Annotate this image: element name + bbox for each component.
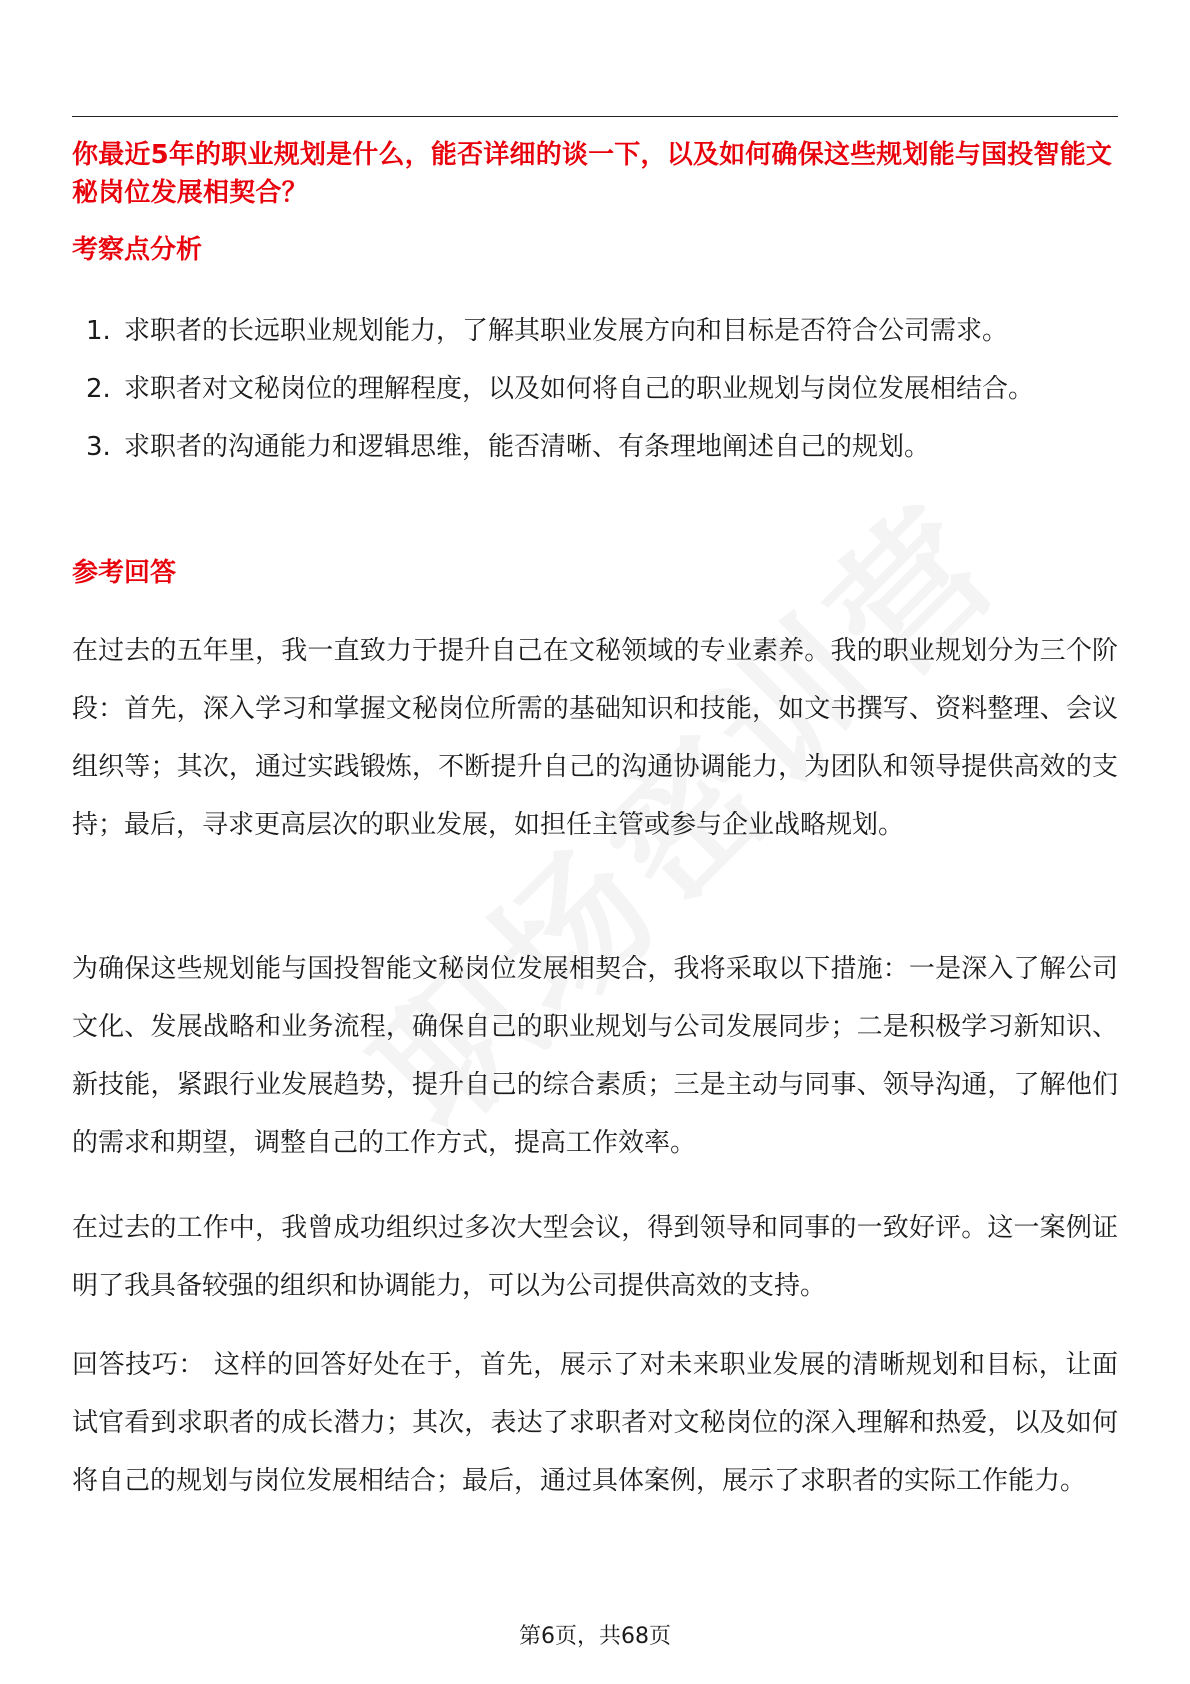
analysis-heading: 考察点分析 — [72, 235, 203, 265]
answer-paragraph: 在过去的五年里，我一直致力于提升自己在文秘领域的专业素养。我的职业规划分为三个阶段：首先，深入学习和掌握文秘岗位所需的基础知识和技能，如文书撰写、资料整理、会议组织等；其次，通过实践锻炼，不断提升自己的沟通协调能力，为团队和领导提供高效的支持；最后，寻求更高层次的职业发展，如担任主管或参与企业战略规划。 — [72, 636, 1118, 840]
answer-paragraph: 为确保这些规划能与国投智能文秘岗位发展相契合，我将采取以下措施：一是深入了解公司文化、发展战略和业务流程，确保自己的职业规划与公司发展同步；二是积极学习新知识、新技能，紧跟行业发展趋势，提升自己的综合素质；三是主动与同事、领导沟通，了解他们的需求和期望，调整自己的工作方式，提高工作效率。 — [72, 954, 1118, 1158]
reference-heading: 参考回答 — [72, 558, 177, 588]
list-item-number: 3. — [86, 432, 111, 462]
list-item — [72, 302, 1118, 360]
analysis-list — [72, 302, 1118, 476]
page-number: 第6页，共68页 — [519, 1624, 671, 1649]
question-title: 你最近5年的职业规划是什么，能否详细的谈一下，以及如何确保这些规划能与国投智能文秘岗位发展相契合？ — [72, 140, 1113, 208]
list-item-number: 1. — [86, 316, 111, 346]
list-item-text: 求职者对文秘岗位的理解程度，以及如何将自己的职业规划与岗位发展相结合。 — [124, 374, 1035, 404]
list-item — [72, 360, 1118, 418]
list-item-text: 求职者的沟通能力和逻辑思维，能否清晰、有条理地阐述自己的规划。 — [124, 432, 931, 462]
answer-tips-paragraph: 回答技巧： 这样的回答好处在于，首先，展示了对未来职业发展的清晰规划和目标，让面试官看到求职者的成长潜力；其次，表达了求职者对文秘岗位的深入理解和热爱，以及如何将自己的规划与岗位发展相结合；最后，通过具体案例，展示了求职者的实际工作能力。 — [72, 1350, 1118, 1496]
answer-paragraph: 在过去的工作中，我曾成功组织过多次大型会议，得到领导和同事的一致好评。这一案例证明了我具备较强的组织和协调能力，可以为公司提供高效的支持。 — [72, 1213, 1118, 1301]
list-item — [72, 418, 1118, 476]
list-item-number: 2. — [86, 374, 111, 404]
list-item-text: 求职者的长远职业规划能力，了解其职业发展方向和目标是否符合公司需求。 — [124, 316, 1009, 346]
top-divider — [72, 116, 1118, 117]
